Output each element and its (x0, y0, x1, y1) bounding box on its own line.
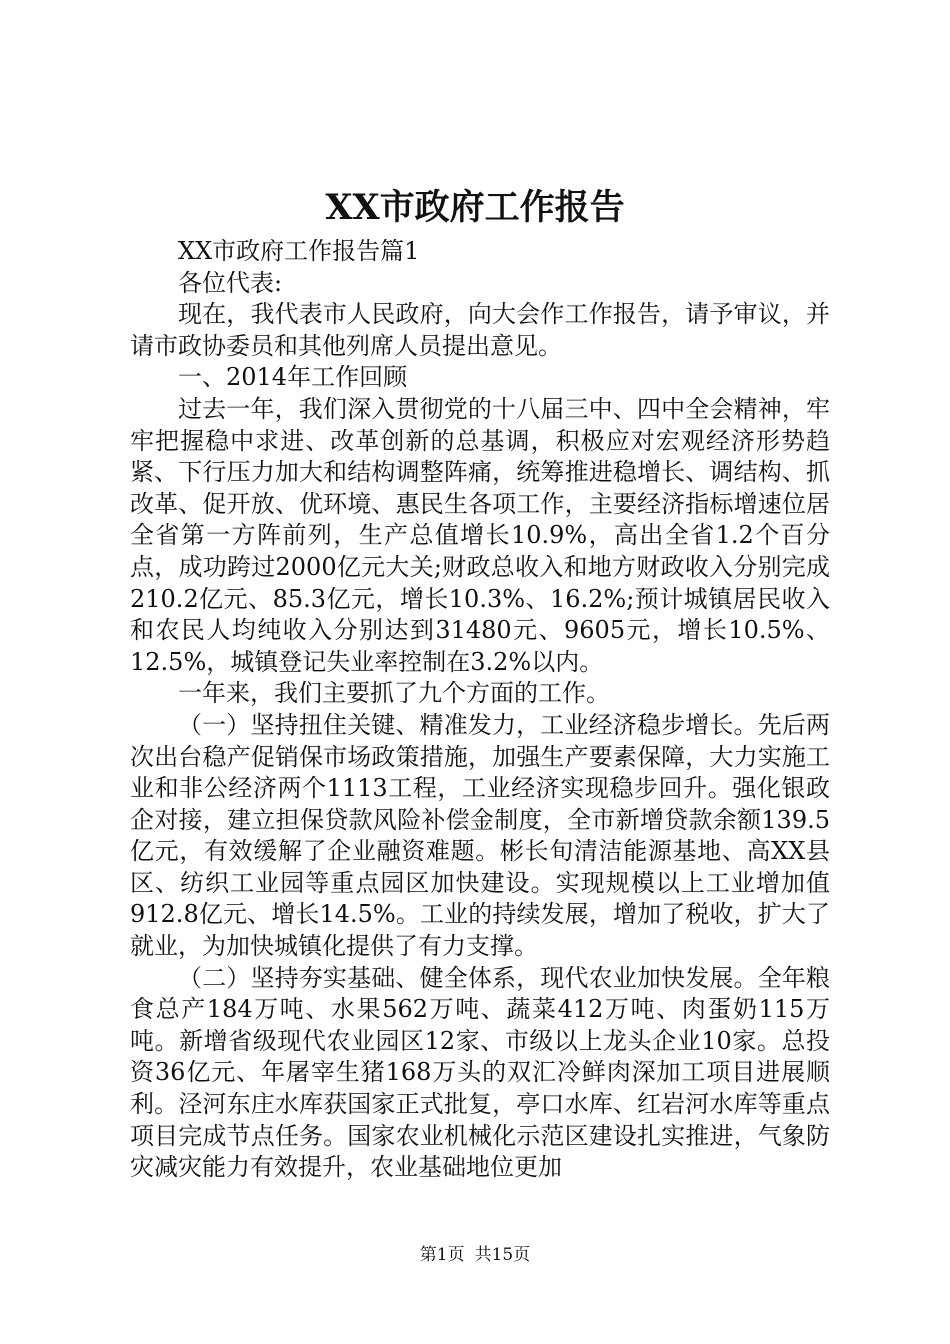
page-number: 第1页 (419, 1245, 465, 1265)
body-paragraph: 一年来，我们主要抓了九个方面的工作。 (178, 679, 610, 708)
body-paragraph: 现在，我代表市人民政府，向大会作工作报告，请予审议，并请市政协委员和其他列席人员提出意见。 (130, 300, 830, 360)
document-title: XX市政府工作报告 (325, 187, 625, 228)
section-heading: XX市政府工作报告篇1 (178, 237, 420, 265)
body-paragraph: 过去一年，我们深入贯彻党的十八届三中、四中全会精神，牢牢把握稳中求进、改革创新的总基调，积极应对宏观经济形势趋紧、下行压力加大和结构调整阵痛，统筹推进稳增长、调结构、抓改革、促开放、优环境、惠民生各项工作，主要经济指标增速位居全省第一方阵前列，生产总值增长10.9%，高出全省1.2个百分点，成功跨过2000亿元大关;财政总收入和地方财政收入分别完成210.2亿元、85.3亿元，增长10.3%、16.2%;预计城镇居民收入和农民人均纯收入分别达到31480元、9605元，增长10.5%、12.5%，城镇登记失业率控制在3.2%以内。 (130, 394, 830, 676)
page-footer (0, 1243, 950, 1267)
body-paragraph: （二）坚持夯实基础、健全体系，现代农业加快发展。全年粮食总产184万吨、水果562万吨、蔬菜412万吨、肉蛋奶115万吨。新增省级现代农业园区12家、市级以上龙头企业10家。总投资36亿元、年屠宰生猪168万头的双汇冷鲜肉深加工项目进展顺利。泾河东庄水库获国家正式批复，亭口水库、红岩河水库等重点项目完成节点任务。国家农业机械化示范区建设扎实推进，气象防灾减灾能力有效提升，农业基础地位更加 (130, 963, 830, 1182)
document-body (130, 236, 830, 1184)
body-paragraph: （一）坚持扭住关键、精准发力，工业经济稳步增长。先后两次出台稳产促销保市场政策措施，加强生产要素保障，大力实施工业和非公经济两个1113工程，工业经济实现稳步回升。强化银政企对接，建立担保贷款风险补偿金制度，全市新增贷款余额139.5亿元，有效缓解了企业融资难题。彬长旬清洁能源基地、高XX县区、纺织工业园等重点园区加快建设。实现规模以上工业增加值912.8亿元、增长14.5%。工业的持续发展，增加了税收，扩大了就业，为加快城镇化提供了有力支撑。 (130, 710, 830, 961)
section-heading: 一、2014年工作回顾 (178, 363, 408, 392)
page-total: 共15页 (474, 1245, 531, 1265)
salutation: 各位代表: (178, 268, 283, 297)
